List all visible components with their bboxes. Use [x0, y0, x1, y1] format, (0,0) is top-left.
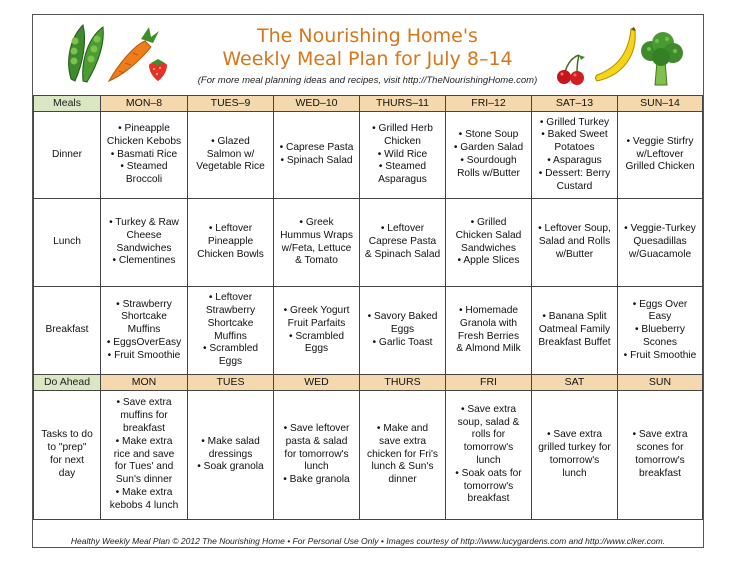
meal-cell: • Savory Baked Eggs • Garlic Toast: [360, 287, 446, 375]
meals-header-label: Meals: [34, 96, 101, 112]
page-title: The Nourishing Home's: [257, 25, 478, 47]
day-header: MON–8: [101, 96, 188, 112]
meal-cell: • Greek Hummus Wraps w/Feta, Lettuce & Tomato: [274, 199, 360, 287]
meal-cell: • Leftover Soup, Salad and Rolls w/Butter: [532, 199, 618, 287]
day-header: SAT–13: [532, 96, 618, 112]
row-label-breakfast: Breakfast: [34, 287, 101, 375]
row-label-tasks: Tasks to do to "prep" for next day: [34, 391, 101, 520]
do-ahead-header-row: [34, 375, 703, 391]
day-header: WED: [274, 375, 360, 391]
footer-credits: Healthy Weekly Meal Plan © 2012 The Nourishing Home • For Personal Use Only • Images courtesy of http://www.lucygardens.com and http://www.clker.com.: [70, 536, 666, 546]
meal-cell: • Grilled Herb Chicken • Wild Rice • Steamed Asparagus: [360, 112, 446, 199]
task-cell: • Save leftover pasta & salad for tomorrow's lunch • Bake granola: [274, 391, 360, 520]
do-ahead-header-label: Do Ahead: [34, 375, 101, 391]
day-header: WED–10: [274, 96, 360, 112]
meal-cell: • Strawberry Shortcake Muffins • EggsOverEasy • Fruit Smoothie: [101, 287, 188, 375]
day-header: TUES–9: [188, 96, 274, 112]
day-header: FRI: [446, 375, 532, 391]
meal-cell: • Pineapple Chicken Kebobs • Basmati Rice • Steamed Broccoli: [101, 112, 188, 199]
day-header: THURS: [360, 375, 446, 391]
task-cell: • Save extra soup, salad & rolls for tomorrow's lunch • Soak oats for tomorrow's breakfast: [446, 391, 532, 520]
meal-cell: • Leftover Pineapple Chicken Bowls: [188, 199, 274, 287]
meals-header-row: [34, 96, 703, 112]
meal-cell: • Greek Yogurt Fruit Parfaits • Scrambled Eggs: [274, 287, 360, 375]
meal-cell: • Grilled Turkey • Baked Sweet Potatoes • Asparagus • Dessert: Berry Custard: [532, 112, 618, 199]
day-header: THURS–11: [360, 96, 446, 112]
meal-cell: • Banana Split Oatmeal Family Breakfast Buffet: [532, 287, 618, 375]
meal-cell: • Leftover Caprese Pasta & Spinach Salad: [360, 199, 446, 287]
task-cell: • Make salad dressings • Soak granola: [188, 391, 274, 520]
day-header: MON: [101, 375, 188, 391]
page-subtitle-title: Weekly Meal Plan for July 8–14: [222, 48, 513, 70]
meal-cell: • Eggs Over Easy • Blueberry Scones • Fruit Smoothie: [618, 287, 703, 375]
day-header: SUN–14: [618, 96, 703, 112]
website-note: (For more meal planning ideas and recipes, visit http://TheNourishingHome.com): [197, 75, 538, 86]
row-label-lunch: Lunch: [34, 199, 101, 287]
task-cell: • Make and save extra chicken for Fri's lunch & Sun's dinner: [360, 391, 446, 520]
meal-cell: • Grilled Chicken Salad Sandwiches • Apple Slices: [446, 199, 532, 287]
day-header: SAT: [532, 375, 618, 391]
meal-plan-table: [33, 95, 703, 520]
day-header: TUES: [188, 375, 274, 391]
dinner-row: [34, 112, 703, 199]
meal-cell: • Stone Soup • Garden Salad • Sourdough Rolls w/Butter: [446, 112, 532, 199]
meal-cell: • Homemade Granola with Fresh Berries & Almond Milk: [446, 287, 532, 375]
day-header: SUN: [618, 375, 703, 391]
row-label-dinner: Dinner: [34, 112, 101, 199]
meal-cell: • Veggie Stirfry w/Leftover Grilled Chicken: [618, 112, 703, 199]
meal-cell: • Turkey & Raw Cheese Sandwiches • Clementines: [101, 199, 188, 287]
meal-cell: • Caprese Pasta • Spinach Salad: [274, 112, 360, 199]
breakfast-row: [34, 287, 703, 375]
task-cell: • Save extra scones for tomorrow's breakfast: [618, 391, 703, 520]
header: [33, 15, 702, 95]
meal-cell: • Glazed Salmon w/ Vegetable Rice: [188, 112, 274, 199]
day-header: FRI–12: [446, 96, 532, 112]
tasks-row: [34, 391, 703, 520]
task-cell: • Save extra muffins for breakfast • Make extra rice and save for Tues' and Sun's dinner • Make extra kebobs 4 lunch: [101, 391, 188, 520]
meal-cell: • Veggie-Turkey Quesadillas w/Guacamole: [618, 199, 703, 287]
task-cell: • Save extra grilled turkey for tomorrow's lunch: [532, 391, 618, 520]
lunch-row: [34, 199, 703, 287]
meal-cell: • Leftover Strawberry Shortcake Muffins • Scrambled Eggs: [188, 287, 274, 375]
